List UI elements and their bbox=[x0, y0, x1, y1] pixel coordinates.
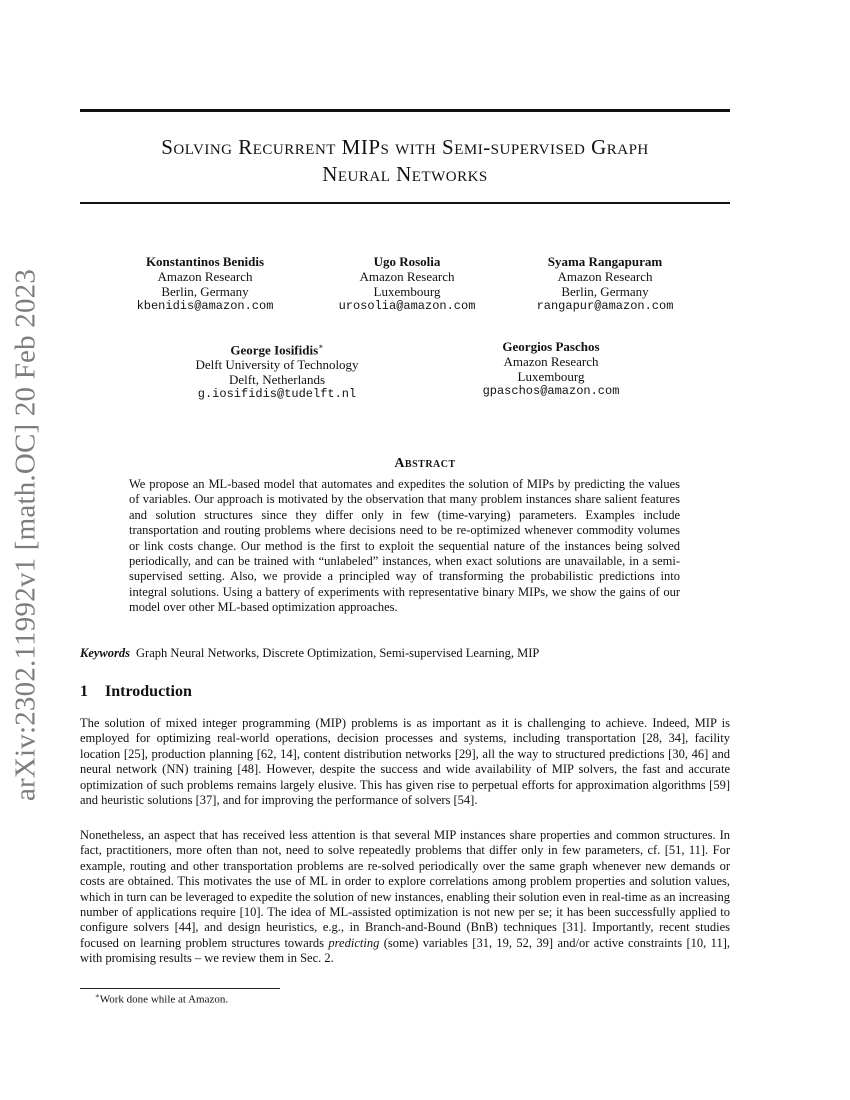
author-location: Delft, Netherlands bbox=[228, 372, 326, 388]
keywords-label: Keywords bbox=[80, 646, 130, 660]
author-location: Luxembourg bbox=[517, 369, 585, 384]
author-affiliation: Amazon Research bbox=[503, 354, 599, 369]
author-affiliation: Amazon Research bbox=[557, 269, 653, 284]
author-name: Konstantinos Benidis bbox=[145, 254, 265, 269]
title-line-2: Neural Networks bbox=[322, 162, 488, 186]
abstract-text: We propose an ML-based model that automates and expedites the solution of MIPs by predicting the values of variables. Our approach is motivated by the observation that many problem instances share salient features and solution structures since they differ only in few (time-varying) parameters. Examples include transportation and routing problems where decisions need to be re-optimized whenever commodity volumes or link costs change. Our method is the first to exploit the sequential nature of the instances being solved periodically, and can be trained with “unlabeled” instances, when exact solutions are unavailable, in a semi-supervised setting. Also, we provide a principled way of transforming the probabilistic predictions into integral solutions. Using a battery of experiments with representative binary MIPs, we show the gains of our model over other ML-based optimization approaches. bbox=[129, 477, 680, 615]
author-rangapuram bbox=[500, 254, 710, 314]
paragraph-text: (some) variables [31, 19, 52, 39] and/or active constraints [10, 11], with promising results – we review them in Sec. 2. bbox=[80, 935, 731, 966]
author-location: Berlin, Germany bbox=[561, 284, 649, 299]
author-affiliation: Amazon Research bbox=[359, 269, 455, 284]
footnote bbox=[95, 992, 228, 1006]
paragraph-emphasis: predicting bbox=[328, 935, 380, 950]
author-name: Syama Rangapuram bbox=[547, 254, 663, 269]
paragraph-text: Nonetheless, an aspect that has received less attention is that several MIP instances share properties and common structures. In fact, practitioners, more often than not, need to solve repeatedly problems that differ only in few parameters, cf. [51, 11]. For example, routing and other transportation problems are re-solved periodically over the same graph whenever new demands or costs are obtained. This motivates the use of ML in order to explore correlations among problem properties and solution values, which in turn can be leveraged to expedite the solution of new instances, enabling their solution even in real-time as an increasing number of applications require [10]. The idea of ML-assisted optimization is not new per se; it has been successfully applied to configure solvers [44], and design heuristics, e.g., in Branch-and-Bound (BnB) techniques [31]. Importantly, recent studies focused on learning problem structures towards bbox=[80, 828, 730, 950]
author-email[interactable]: urosolia@amazon.com bbox=[338, 299, 476, 313]
author-iosifidis bbox=[172, 339, 382, 402]
keywords bbox=[80, 646, 730, 661]
footnote-marker: ∗ bbox=[318, 342, 324, 351]
title-bottom-rule bbox=[80, 202, 730, 204]
intro-paragraph-2 bbox=[80, 828, 730, 967]
author-email[interactable]: kbenidis@amazon.com bbox=[136, 299, 274, 313]
author-name: Ugo Rosolia bbox=[373, 254, 441, 269]
footnote-text: Work done while at Amazon. bbox=[99, 993, 229, 1006]
author-rosolia bbox=[302, 254, 512, 314]
keywords-text: Graph Neural Networks, Discrete Optimization, Semi-supervised Learning, MIP bbox=[136, 646, 540, 660]
section-number: 1 bbox=[80, 683, 88, 700]
paper-title bbox=[80, 134, 730, 188]
footnote-rule bbox=[80, 988, 280, 989]
author-email[interactable]: rangapur@amazon.com bbox=[536, 299, 674, 313]
arxiv-identifier bbox=[1, 270, 51, 800]
author-name: George Iosifidis bbox=[230, 342, 319, 358]
author-location: Luxembourg bbox=[373, 284, 441, 299]
footnote-mark: ∗ bbox=[95, 992, 100, 1000]
author-email[interactable]: g.iosifidis@tudelft.nl bbox=[197, 387, 357, 402]
author-email[interactable]: gpaschos@amazon.com bbox=[482, 384, 620, 398]
author-benidis bbox=[100, 254, 310, 314]
arxiv-identifier-text: arXiv:2302.11992v1 [math.OC] 20 Feb 2023 bbox=[9, 268, 42, 802]
author-affiliation: Amazon Research bbox=[157, 269, 253, 284]
author-name-line bbox=[172, 339, 382, 357]
section-heading-introduction bbox=[80, 683, 192, 701]
section-title: Introduction bbox=[105, 683, 192, 700]
author-affiliation: Delft University of Technology bbox=[195, 357, 359, 373]
author-location: Berlin, Germany bbox=[161, 284, 249, 299]
title-line-1: Solving Recurrent MIPs with Semi-supervised Graph bbox=[161, 135, 649, 159]
author-paschos bbox=[446, 339, 656, 399]
title-top-rule bbox=[80, 109, 730, 112]
abstract-heading: Abstract bbox=[394, 456, 456, 471]
author-name: Georgios Paschos bbox=[502, 339, 600, 354]
intro-paragraph-1: The solution of mixed integer programming (MIP) problems is as important as it is challenging to achieve. Indeed, MIP is employed for optimizing real-world operations, decision processes and systems, including transportation [28, 34], facility location [25], production planning [62, 14], content distribution networks [29], all the way to structured predictions [30, 46] and neural network (NN) training [48]. However, despite the success and wide availability of MIP solvers, the fast and accurate optimization of such problems remains largely elusive. This has given rise to perpetual efforts for approximation algorithms [59] and heuristic solutions [37], and for improving the performance of solvers [54]. bbox=[80, 716, 730, 808]
